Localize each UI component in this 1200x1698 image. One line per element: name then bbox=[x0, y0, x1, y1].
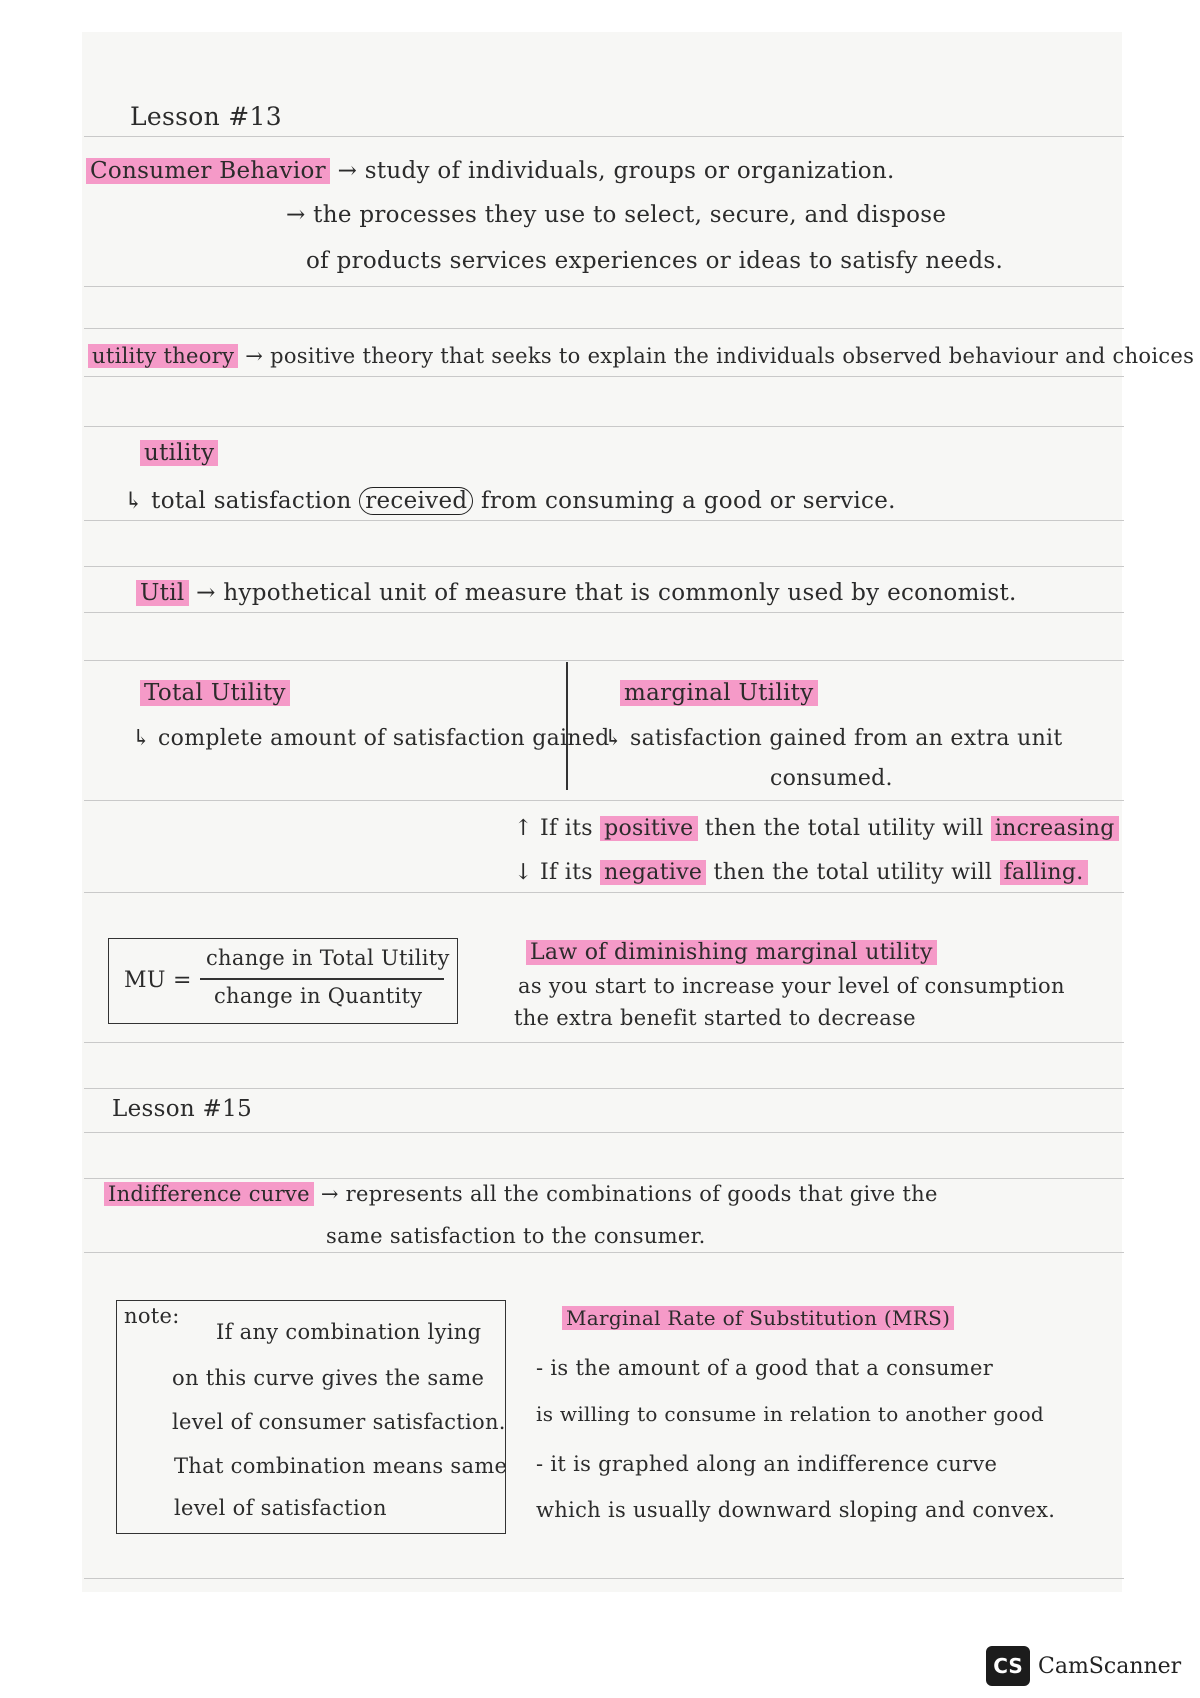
law-term: Law of diminishing marginal utility bbox=[526, 940, 937, 965]
note-line-3: level of consumer satisfaction. bbox=[172, 1410, 506, 1434]
note-label: note: bbox=[124, 1304, 180, 1328]
utility-def-suffix: from consuming a good or service. bbox=[481, 488, 896, 514]
marginal-utility-def-line-2: consumed. bbox=[770, 766, 893, 791]
camscanner-text: CamScanner bbox=[1038, 1653, 1182, 1679]
indifference-curve-definition bbox=[104, 1182, 938, 1206]
camscanner-logo-icon: CS bbox=[986, 1646, 1030, 1686]
util-term: Util bbox=[136, 580, 189, 606]
law-heading bbox=[526, 940, 937, 965]
note-line-2: on this curve gives the same bbox=[172, 1366, 485, 1390]
law-line-2: the extra benefit started to decrease bbox=[514, 1006, 916, 1030]
marginal-utility-heading bbox=[620, 680, 818, 706]
total-utility-term: Total Utility bbox=[140, 680, 290, 706]
util-text: → hypothetical unit of measure that is commonly used by economist. bbox=[196, 580, 1017, 606]
utility-theory-definition bbox=[88, 344, 1194, 368]
ruled-line bbox=[84, 1578, 1124, 1579]
mu-positive-rule bbox=[514, 816, 1119, 841]
utility-theory-text: → positive theory that seeks to explain the individuals observed behaviour and choices bbox=[245, 344, 1195, 368]
ruled-line bbox=[84, 520, 1124, 521]
ruled-line bbox=[84, 1088, 1124, 1089]
mrs-heading bbox=[562, 1306, 954, 1330]
ruled-line bbox=[84, 800, 1124, 801]
ruled-line bbox=[84, 1042, 1124, 1043]
note-line-5: level of satisfaction bbox=[174, 1496, 387, 1520]
ruled-line bbox=[84, 286, 1124, 287]
consumer-behavior-line-1: → study of individuals, groups or organization. bbox=[337, 158, 895, 184]
mrs-line-4: which is usually downward sloping and convex. bbox=[536, 1498, 1056, 1522]
ruled-line bbox=[84, 426, 1124, 427]
note-line-4: That combination means same bbox=[174, 1454, 508, 1478]
marginal-utility-def-line-1: ↳ satisfaction gained from an extra unit bbox=[604, 726, 1063, 751]
mu-formula-lhs: MU = bbox=[124, 968, 192, 993]
indifference-curve-term: Indifference curve bbox=[104, 1182, 314, 1206]
indifference-curve-line-2: same satisfaction to the consumer. bbox=[326, 1224, 706, 1248]
positive-word: positive bbox=[600, 816, 697, 841]
marginal-utility-term: marginal Utility bbox=[620, 680, 818, 706]
ruled-line bbox=[84, 660, 1124, 661]
mu-formula-numerator: change in Total Utility bbox=[206, 946, 450, 970]
law-line-1: as you start to increase your level of consumption bbox=[518, 974, 1065, 998]
mu-formula-denominator: change in Quantity bbox=[214, 984, 423, 1008]
mu-positive-mid: then the total utility will bbox=[704, 816, 984, 841]
utility-term: utility bbox=[140, 440, 218, 466]
note-line-1: If any combination lying bbox=[216, 1320, 482, 1344]
mrs-term: Marginal Rate of Substitution (MRS) bbox=[562, 1306, 954, 1330]
consumer-behavior-line-2: → the processes they use to select, secure, and dispose bbox=[286, 202, 947, 228]
mrs-line-3: - it is graphed along an indifference curve bbox=[536, 1452, 998, 1476]
consumer-behavior-definition bbox=[86, 158, 895, 184]
mu-negative-rule bbox=[514, 860, 1088, 885]
ruled-line bbox=[84, 566, 1124, 567]
mu-negative-prefix: ↓ If its bbox=[514, 860, 593, 885]
ruled-line bbox=[84, 1252, 1124, 1253]
total-utility-definition: ↳ complete amount of satisfaction gained bbox=[132, 726, 610, 751]
consumer-behavior-term: Consumer Behavior bbox=[86, 158, 330, 184]
indifference-curve-line-1: → represents all the combinations of goods that give the bbox=[320, 1182, 938, 1206]
mu-positive-prefix: ↑ If its bbox=[514, 816, 593, 841]
ruled-line bbox=[84, 1132, 1124, 1133]
utility-definition bbox=[124, 488, 896, 514]
negative-word: negative bbox=[600, 860, 706, 885]
fraction-bar bbox=[200, 978, 444, 980]
falling-word: falling. bbox=[1000, 860, 1088, 885]
received-circled-word: received bbox=[359, 487, 473, 515]
ruled-line bbox=[84, 1178, 1124, 1179]
total-utility-heading bbox=[140, 680, 290, 706]
ruled-line bbox=[84, 892, 1124, 893]
consumer-behavior-line-3: of products services experiences or ideas to satisfy needs. bbox=[306, 248, 1004, 274]
increasing-word: increasing bbox=[991, 816, 1119, 841]
lesson-13-heading: Lesson #13 bbox=[130, 102, 282, 131]
ruled-line bbox=[84, 136, 1124, 137]
mrs-line-1: - is the amount of a good that a consumer bbox=[536, 1356, 994, 1380]
lesson-15-heading: Lesson #15 bbox=[112, 1096, 253, 1122]
utility-theory-term: utility theory bbox=[88, 344, 238, 368]
ruled-line bbox=[84, 328, 1124, 329]
mrs-line-2: is willing to consume in relation to another good bbox=[536, 1402, 1045, 1426]
utility-heading bbox=[140, 440, 218, 466]
mu-negative-mid: then the total utility will bbox=[713, 860, 993, 885]
utility-def-prefix: ↳ total satisfaction bbox=[124, 488, 352, 514]
ruled-line bbox=[84, 376, 1124, 377]
camscanner-watermark bbox=[986, 1646, 1181, 1686]
ruled-line bbox=[84, 612, 1124, 613]
util-definition bbox=[136, 580, 1017, 606]
